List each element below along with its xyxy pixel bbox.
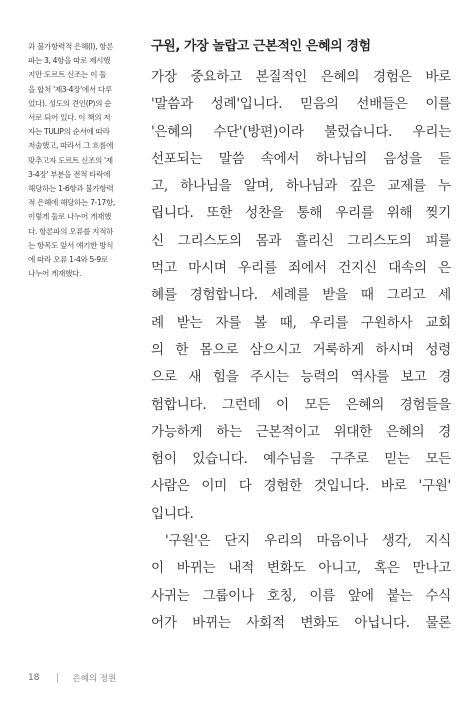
section-heading: 구원, 가장 놀랍고 근본적인 은혜의 경험 (151, 39, 371, 54)
body-line: 례 받는 자를 볼 때, 우리를 구원하사 교회 (151, 314, 451, 331)
body-line: 고, 하나님을 알며, 하나님과 깊은 교제를 누 (151, 178, 451, 195)
body-line: 신 그리스도의 몸과 흘리신 그리스도의 피를 (151, 232, 451, 249)
sidenote-line: 에 따라 오류 1-4와 5-9로 (28, 255, 108, 265)
sidenote-line: 3-4장' 부분을 전적 타락에 (28, 169, 111, 179)
body-line: 사귀는 그룹이나 호칭, 이름 앞에 붙는 수식 (151, 587, 451, 604)
sidenote (28, 40, 135, 281)
sidenote-line: 자는 TULIP의 순서에 따라 (28, 127, 110, 137)
body-line: 험합니다. 그런데 이 모든 은혜의 경험들을 (151, 396, 451, 413)
page-number: 18 (28, 673, 40, 683)
body-line: 먹고 마시며 우리를 죄에서 건지신 대속의 은 (151, 260, 451, 277)
body-line: 의 한 몸으로 삼으시고 거룩하게 하시며 성령 (151, 341, 451, 358)
paragraph-1 (151, 64, 451, 528)
sidenote-line: 맞추고자 도르트 신조의 '제 (28, 155, 113, 165)
body-line: 입니다. (151, 505, 194, 522)
running-title: 은혜의 정원 (72, 674, 117, 684)
paragraph-2 (151, 528, 451, 637)
sidenote-line: 적 은혜에 해당하는 7-17항, (28, 198, 115, 208)
sidenote-line: 서로 되어 있다. 이 책의 저 (28, 113, 111, 123)
body-line: 립니다. 또한 성찬을 통해 우리를 위해 찢기 (151, 205, 451, 222)
sidenote-line: 나누어 게재했다. (28, 269, 82, 279)
body-line: '은혜의 수단'(방편)이라 불렀습니다. 우리는 (151, 123, 451, 140)
sidenote-line: 저술했고, 따라서 그 흐름에 (28, 141, 114, 151)
body-line: 가능하게 하는 근본적이고 위대한 은혜의 경 (151, 423, 451, 440)
sidenote-line: 을 합쳐 '제3-4장'에서 다루 (28, 84, 112, 94)
page-footer (28, 672, 116, 684)
body-line: '말씀과 성례'입니다. 믿음의 선배들은 이를 (151, 96, 451, 113)
sidenote-line: 과 불가항력적 은혜(I), 항론 (28, 42, 114, 51)
footer-divider (57, 673, 58, 683)
body-line: '구원'은 단지 우리의 마음이나 생각, 지식 (165, 533, 451, 550)
main-text (151, 36, 451, 637)
body-line: 이 바뀌는 내적 변화도 아니고, 혹은 만나고 (151, 560, 451, 577)
body-line: 사람은 이미 다 경험한 것입니다. 바로 '구원' (151, 478, 451, 495)
sidenote-line: 해당하는 1-6항과 불가항력 (28, 184, 114, 194)
body-line: 선포되는 말씀 속에서 하나님의 음성을 듣 (151, 150, 451, 167)
sidenote-line: 는 항목도 앞서 얘기한 방식 (28, 240, 114, 250)
body-line: 어가 바뀌는 사회적 변화도 아닙니다. 물론 (151, 614, 451, 631)
body-line: 험이 있습니다. 예수님을 구주로 믿는 모든 (151, 451, 451, 468)
sidenote-line: 었다). 성도의 견인(P)의 순 (28, 98, 112, 108)
body-line: 혜를 경험합니다. 세례를 받을 때 그리고 세 (151, 287, 451, 304)
sidenote-line: 지만 도르트 신조는 이 둘 (28, 70, 107, 80)
sidenote-line: 다. 항론파의 오류를 지적하 (28, 226, 114, 236)
body-line: 가장 중요하고 본질적인 은혜의 경험은 바로 (151, 69, 451, 85)
body-line: 으로 새 힘을 주시는 능력의 역사를 보고 경 (151, 369, 451, 386)
sidenote-line: 이렇게 둘로 나누어 게재했 (28, 212, 112, 222)
sidenote-line: 파는 3, 4항을 따로 제시했 (28, 56, 111, 66)
